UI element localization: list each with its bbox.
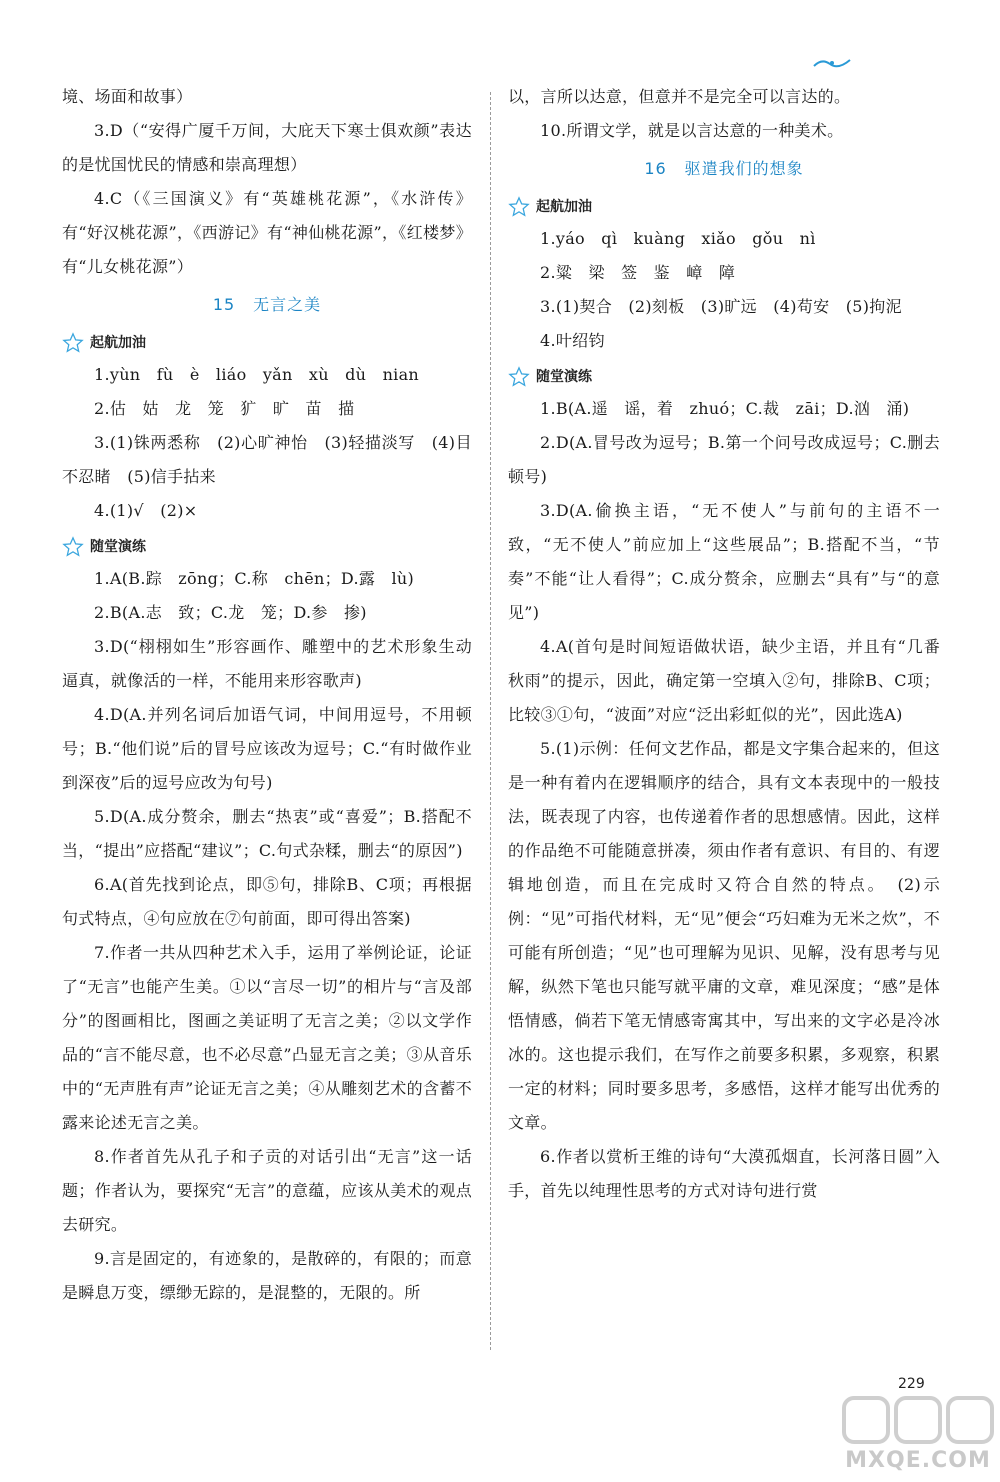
answer-text: 6.作者以赏析王维的诗句“大漠孤烟直，长河落日圆”入手，首先以纯理性思考的方式对诗句进行赏 (508, 1147, 940, 1200)
answer-text: 2.粱 梁 签 鉴 嶂 障 (540, 263, 736, 282)
right-column (508, 80, 940, 1208)
answer-text: 4.(1)√ (2)× (94, 501, 198, 520)
star-icon (508, 366, 530, 388)
left-column (62, 80, 472, 1310)
answer-text: 4.A(首句是时间短语做状语，缺少主语，并且有“几番秋雨”的提示，因此，确定第一空填入②句，排除B、C项；比较③①句，“波面”对应“泛出彩虹似的光”，因此选A) (508, 637, 940, 724)
section-heading: 随堂演练 (508, 362, 940, 392)
watermark (838, 1390, 998, 1480)
answer-text: 2.D(A.冒号改为逗号；B.第一个问号改成逗号；C.删去顿号) (508, 433, 940, 486)
answer-text: 3.D(“栩栩如生”形容画作、雕塑中的艺术形象生动逼真，就像活的一样，不能用来形容歌声) (62, 637, 472, 690)
answer-text: 2.估 姑 龙 笼 犷 旷 苗 描 (94, 399, 355, 418)
answer-text: 9.言是固定的，有迹象的，是散碎的，有限的；而意是瞬息万变，缥缈无踪的，是混整的，无限的。所 (62, 1249, 472, 1302)
lesson-name: 驱遣我们的想象 (684, 159, 804, 178)
answer-text: 1.yùn fù è liáo yǎn xù dù nian (94, 365, 420, 384)
answer-text: 1.B(A.遥 谣，着 zhuó；C.裁 zāi；D.汹 涌) (540, 399, 910, 418)
section-heading: 起航加油 (508, 192, 940, 222)
answer-text: 境、场面和故事） (62, 87, 193, 106)
lesson-name: 无言之美 (253, 295, 322, 314)
answer-text: 4.D(A.并列名词后加语气词，中间用逗号，不用顿号；B.“他们说”后的冒号应该改为逗号；C.“有时做作业到深夜”后的逗号应改为句号) (62, 705, 472, 792)
column-divider (490, 92, 491, 1350)
star-icon (62, 332, 84, 354)
star-icon (62, 536, 84, 558)
answer-text: 1.yáo qì kuàng xiǎo gǒu nì (540, 229, 816, 248)
answer-text: 5.D(A.成分赘余，删去“热衷”或“喜爱”；B.搭配不当，“提出”应搭配“建议”；C.句式杂糅，删去“的原因”) (62, 807, 472, 860)
lesson-number: 16 (644, 159, 667, 178)
lesson-number: 15 (212, 295, 236, 314)
section-heading: 起航加油 (62, 328, 472, 358)
answer-text: 3.D(A.偷换主语，“无不使人”与前句的主语不一致，“无不使人”前应加上“这些展品”；B.搭配不当，“节奏”不能“让人看得”；C.成分赘余，应删去“具有”与“的意见”) (508, 501, 940, 622)
answer-text: 4.C（《三国演义》有“英雄桃花源”，《水浒传》有“好汉桃花源”，《西游记》有“神仙桃花源”，《红楼梦》有“儿女桃花源”） (62, 189, 472, 276)
publisher-logo-icon (812, 54, 852, 72)
answer-text: 10.所谓文学，就是以言达意的一种美术。 (540, 121, 844, 140)
answer-text: 3.D（“安得广厦千万间，大庇天下寒士俱欢颜”表达的是忧国忧民的情感和崇高理想） (62, 121, 472, 174)
answer-text: 4.叶绍钧 (540, 331, 605, 350)
answer-text: 8.作者首先从孔子和子贡的对话引出“无言”这一话题；作者认为，要探究“无言”的意蕴，应该从美术的观点去研究。 (62, 1147, 472, 1234)
watermark-text: MXQE.COM (845, 1448, 991, 1473)
answer-text: 3.(1)契合 (2)刻板 (3)旷远 (4)苟安 (5)拘泥 (540, 297, 902, 316)
lesson-title (508, 152, 940, 186)
watermark-logo-icon (838, 1390, 998, 1450)
answer-text: 5.(1)示例：任何文艺作品，都是文字集合起来的，但这是一种有着内在逻辑顺序的结合，具有文本表现中的一般技法，既表现了内容，也传递着作者的思想感情。因此，这样的作品绝不可能随意拼凑，须由作者有意识、有目的、有逻辑地创造，而且在完成时又符合自然的特点。 (2)示例：“见”可指代材料，无“见”便会“巧妇难为无米之炊”，不可能有所创造；“见”也可理解为见识、见解，没有思考与见解，纵然下笔也只能写就平庸的文章，难见深度；“感”是体悟情感，倘若下笔无情感寄寓其中，写出来的文字必是冷冰冰的。这也提示我们，在写作之前要多积累，多观察，积累一定的材料；同时要多思考，多感悟，这样才能写出优秀的文章。 (508, 739, 940, 1132)
lesson-title (62, 288, 472, 322)
page-number: 229 (898, 1376, 925, 1392)
answer-text: 2.B(A.志 致；C.龙 笼；D.参 掺) (94, 603, 367, 622)
section-heading: 随堂演练 (62, 532, 472, 562)
answer-text: 6.A(首先找到论点，即⑤句，排除B、C项；再根据句式特点，④句应放在⑦句前面，即可得出答案) (62, 875, 472, 928)
answer-text: 3.(1)铢两悉称 (2)心旷神怡 (3)轻描淡写 (4)目不忍睹 (5)信手拈来 (62, 433, 472, 486)
answer-text: 7.作者一共从四种艺术入手，运用了举例论证，论证了“无言”也能产生美。①以“言尽一切”的相片与“言及部分”的图画相比，图画之美证明了无言之美；②以文学作品的“言不能尽意，也不必尽意”凸显无言之美；③从音乐中的“无声胜有声”论证无言之美；④从雕刻艺术的含蓄不露来论述无言之美。 (62, 943, 472, 1132)
answer-text: 1.A(B.踪 zōng；C.称 chēn；D.露 lù) (94, 569, 415, 588)
answer-text: 以，言所以达意，但意并不是完全可以言达的。 (508, 87, 851, 106)
star-icon (508, 196, 530, 218)
